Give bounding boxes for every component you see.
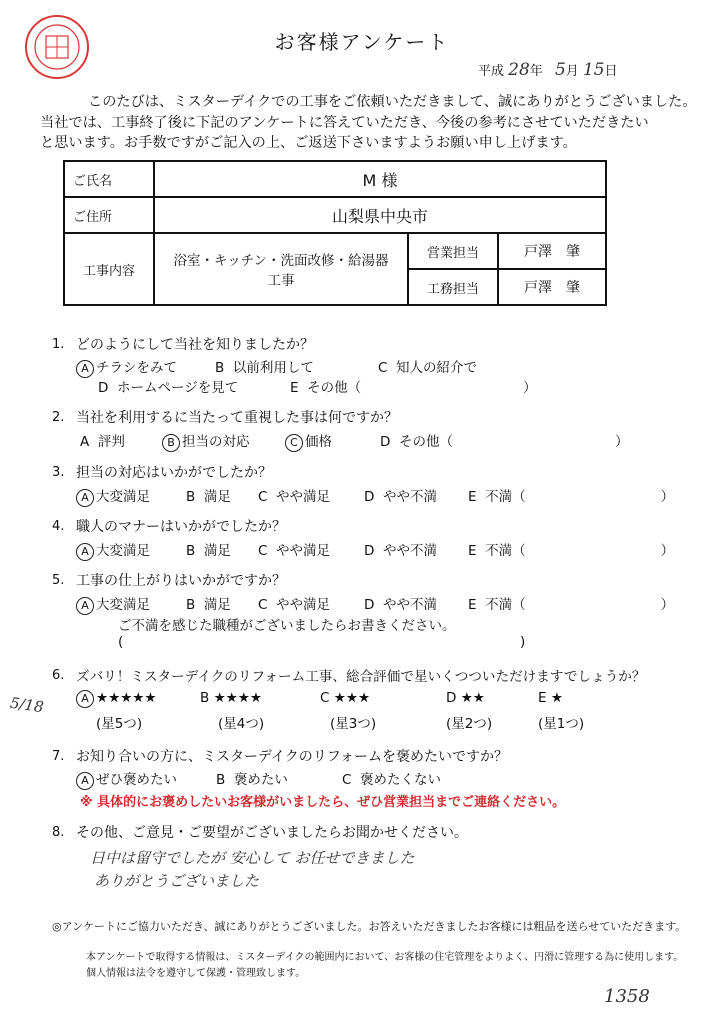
- sales-value: 戸澤 肇: [498, 233, 606, 269]
- q5-subtext: ご不満を感じた職種がございましたらお書きください。: [118, 618, 456, 634]
- q4-text: 職人のマナーはいかがでしたか？: [76, 519, 286, 535]
- q7-option-a[interactable]: A ぜひ褒めたい: [76, 768, 177, 790]
- q1-number: 1.: [52, 337, 65, 352]
- q5-text: 工事の仕上がりはいかがですか？: [76, 573, 286, 589]
- q2-option-b[interactable]: B 担当の対応: [162, 430, 250, 452]
- work-label: 工事内容: [64, 233, 154, 305]
- q4-number: 4.: [52, 519, 65, 534]
- q1-text: どのようにして当社を知りましたか？: [76, 337, 314, 353]
- selected-circle: A: [76, 360, 94, 378]
- page-title: お客様アンケート: [274, 30, 450, 54]
- q7-option-c[interactable]: C 褒めたくない: [342, 772, 442, 788]
- footer-privacy-1: 本アンケートで取得する情報は、ミスターデイクの範囲内において、お客様の住宅管理をよりよく、円滑に管理する為に使用します。: [86, 952, 684, 963]
- customer-info-table: [63, 160, 607, 306]
- q5-paren-close: ): [520, 634, 526, 650]
- survey-date: 平成 28年 5月 15日: [478, 60, 618, 80]
- q3-number: 3.: [52, 465, 65, 480]
- intro-text: このたびは、ミスターデイクでの工事をご依頼いただきまして、誠にありがとうございました。 当社では、工事終了後に下記のアンケートに答えていただき、今後の参考にさせていただきたい と思います。お手数ですがご記入の上、ご返送下さいますようお願い申し上げます。: [40, 94, 697, 151]
- q1-option-d[interactable]: D ホームページを見て: [98, 380, 239, 396]
- q4-option-c[interactable]: C やや満足: [258, 543, 331, 559]
- q6-label-c: (星3つ): [330, 716, 377, 732]
- selected-circle: A: [76, 597, 94, 615]
- date-year: 28: [508, 60, 530, 80]
- q8-number: 8.: [52, 825, 65, 840]
- q7-note: ※ 具体的にお褒めしたいお客様がいましたら、ぜひ営業担当までご連絡ください。: [80, 795, 566, 810]
- q5-option-b[interactable]: B 満足: [186, 597, 231, 613]
- selected-circle: B: [162, 434, 180, 452]
- q3-option-a[interactable]: A 大変満足: [76, 485, 150, 507]
- footer-privacy-2: 個人情報は法令を遵守して保護・管理致します。: [86, 968, 306, 979]
- q3-option-c[interactable]: C やや満足: [258, 489, 331, 505]
- q2-number: 2.: [52, 410, 65, 425]
- q6-number: 6.: [52, 668, 65, 683]
- q5-option-e[interactable]: E 不満（ ）: [468, 597, 675, 613]
- q8-text: その他、ご意見・ご要望がございましたらお聞かせください。: [76, 825, 468, 841]
- q1-option-c[interactable]: C 知人の紹介で: [378, 360, 478, 376]
- q3-option-e[interactable]: E 不満（ ）: [468, 489, 675, 505]
- q1-option-e[interactable]: E その他（ ）: [290, 380, 537, 396]
- q1-option-a[interactable]: A チラシをみて: [76, 356, 177, 378]
- selected-circle: A: [76, 543, 94, 561]
- work-value: 浴室・キッチン・洗面改修・給湯器 工事: [154, 233, 408, 305]
- q7-option-b[interactable]: B 褒めたい: [216, 772, 288, 788]
- q6-option-d[interactable]: D ★★: [446, 690, 485, 706]
- q6-label-e: (星1つ): [538, 716, 585, 732]
- q2-option-d[interactable]: D その他（ ）: [380, 434, 629, 450]
- name-value: M 様: [154, 161, 606, 197]
- address-label: ご住所: [64, 197, 154, 233]
- q6-option-c[interactable]: C ★★★: [320, 690, 371, 706]
- construction-label: 工務担当: [408, 269, 498, 305]
- selected-circle: A: [76, 489, 94, 507]
- selected-circle: A: [76, 772, 94, 790]
- margin-handwritten-note: 5/18: [8, 693, 45, 717]
- q6-option-b[interactable]: B ★★★★: [200, 690, 262, 706]
- selected-circle: A: [76, 690, 94, 708]
- name-label: ご氏名: [64, 161, 154, 197]
- construction-value: 戸澤 肇: [498, 269, 606, 305]
- q5-number: 5.: [52, 573, 65, 588]
- q6-text: ズバリ！ミスターデイクのリフォーム工事、総合評価で星いくつついただけますでしょうか？: [76, 669, 646, 685]
- q4-option-a[interactable]: A 大変満足: [76, 539, 150, 561]
- q7-number: 7.: [52, 749, 65, 764]
- q2-option-c[interactable]: C 価格: [285, 430, 332, 452]
- q4-option-b[interactable]: B 満足: [186, 543, 231, 559]
- q7-text: お知り合いの方に、ミスターデイクのリフォームを褒めたいですか？: [76, 749, 509, 765]
- q6-option-a[interactable]: A ★★★★★: [76, 690, 157, 708]
- q3-option-b[interactable]: B 満足: [186, 489, 231, 505]
- q2-text: 当社を利用するに当たって重視した事は何ですか？: [76, 410, 398, 426]
- q4-option-e[interactable]: E 不満（ ）: [468, 543, 675, 559]
- q2-option-a[interactable]: A 評判: [80, 434, 125, 450]
- q6-option-e[interactable]: E ★: [538, 690, 563, 706]
- address-value: 山梨県中央市: [154, 197, 606, 233]
- q3-option-d[interactable]: D やや不満: [364, 489, 437, 505]
- date-month: 5: [554, 60, 566, 80]
- selected-circle: C: [285, 434, 303, 452]
- q5-option-a[interactable]: A 大変満足: [76, 593, 150, 615]
- q6-label-a: (星5つ): [96, 716, 143, 732]
- q6-label-b: (星4つ): [218, 716, 265, 732]
- q6-label-d: (星2つ): [446, 716, 493, 732]
- document-number: 1358: [604, 986, 650, 1007]
- q8-handwritten-answer-2: ありがとうございました: [94, 872, 260, 890]
- sales-label: 営業担当: [408, 233, 498, 269]
- q3-text: 担当の対応はいかがでしたか？: [76, 465, 272, 481]
- q5-option-d[interactable]: D やや不満: [364, 597, 437, 613]
- footer-thanks: ◎アンケートにご協力いただき、誠にありがとうございました。お答えいただきましたお客様には粗品を送らせていただきます。: [52, 920, 687, 933]
- q4-option-d[interactable]: D やや不満: [364, 543, 437, 559]
- q5-paren-open: (: [118, 634, 124, 650]
- q8-handwritten-answer-1: 日中は留守でしたが 安心して お任せできました: [90, 849, 415, 867]
- q1-option-b[interactable]: B 以前利用して: [215, 360, 314, 376]
- date-day: 15: [582, 60, 605, 80]
- q5-option-c[interactable]: C やや満足: [258, 597, 331, 613]
